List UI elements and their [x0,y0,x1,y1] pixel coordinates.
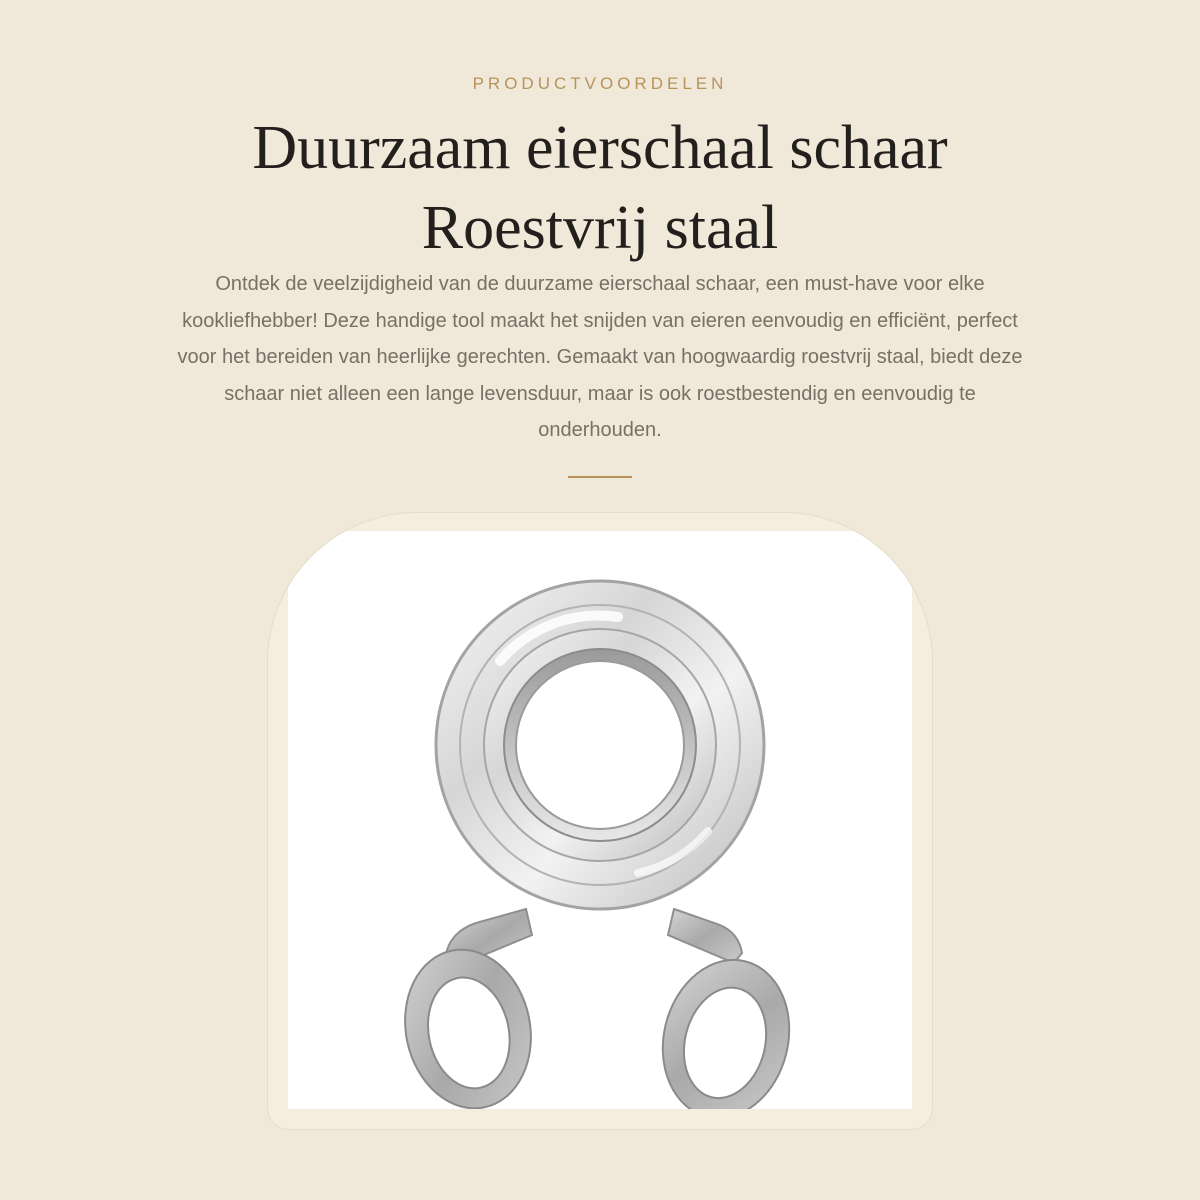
product-image [288,531,912,1109]
accent-divider [568,476,632,478]
section-description: Ontdek de veelzijdigheid van de duurzame eierschaal schaar, een must-have voor elke kookliefhebber! Deze handige tool maakt het snijden van eieren eenvoudig en efficiënt, perfect voor het bereiden van heerlijke gerechten. Gemaakt van hoogwaardig roestvrij staal, biedt deze schaar niet alleen een lange levensduur, maar is ook roestbestendig en eenvoudig te onderhouden. [177,273,1023,441]
section-title: Duurzaam eierschaal schaar Roestvrij staal [252,114,948,262]
egg-topper-scissors-icon [288,531,912,1109]
section-eyebrow: PRODUCTVOORDELEN [472,74,728,93]
product-image-frame [267,512,933,1130]
